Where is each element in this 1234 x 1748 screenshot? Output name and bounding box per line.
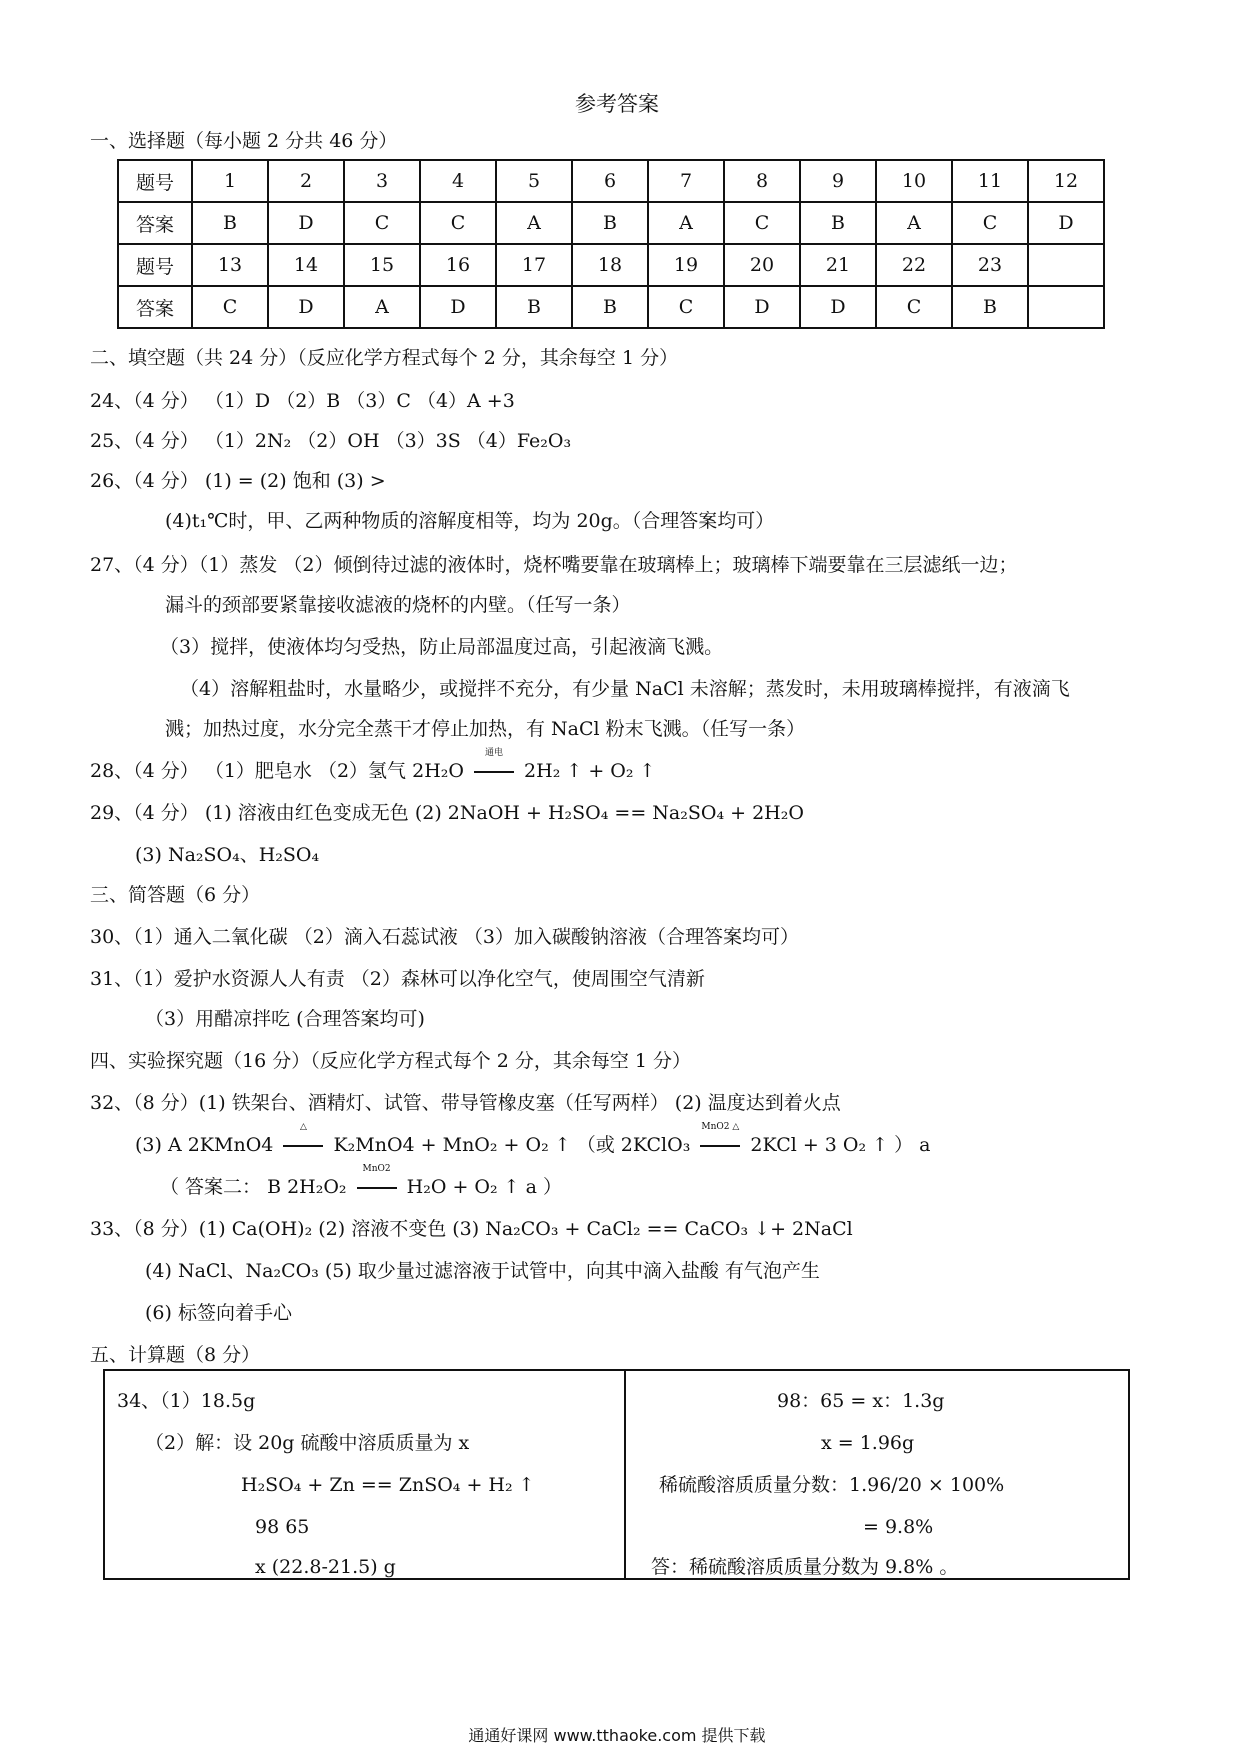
table-cell: D	[268, 202, 344, 244]
table-row	[118, 286, 1104, 328]
reaction-arrow	[700, 1122, 740, 1158]
table-cell: 21	[800, 244, 876, 286]
table-cell: A	[344, 286, 420, 328]
table-cell: 题号	[118, 160, 192, 202]
answer-32-products: 2KCl + 3 O₂ ↑ ） a	[750, 1134, 931, 1156]
table-cell: 16	[420, 244, 496, 286]
reaction-condition: MnO2 △	[701, 1122, 740, 1132]
answer-28-text: 28、（4 分） （1）肥皂水 （2）氢气 2H₂O	[90, 760, 464, 782]
table-cell: C	[724, 202, 800, 244]
answer-27-line5: 溅；加热过度，水分完全蒸干才停止加热，有 NaCl 粉末飞溅。（任写一条）	[165, 718, 806, 740]
column-divider	[624, 1371, 626, 1578]
calc-right-line: 98：65 = x：1.3g	[777, 1390, 945, 1412]
answer-29-line1: 29、（4 分） (1) 溶液由红色变成无色 (2) 2NaOH + H₂SO₄ == Na₂SO₄ + 2H₂O	[90, 802, 804, 824]
calc-left-line: 34、（1）18.5g	[117, 1390, 256, 1412]
table-cell: 13	[192, 244, 268, 286]
table-cell: B	[952, 286, 1028, 328]
table-cell: 9	[800, 160, 876, 202]
table-cell: 5	[496, 160, 572, 202]
table-cell: 6	[572, 160, 648, 202]
table-cell: 2	[268, 160, 344, 202]
answer-33-line2: (4) NaCl、Na₂CO₃ (5) 取少量过滤溶液于试管中，向其中滴入盐酸 有气泡产生	[145, 1260, 820, 1282]
table-cell	[1028, 244, 1104, 286]
answer-31-line2: （3）用醋凉拌吃 (合理答案均可)	[145, 1008, 425, 1030]
calc-left-line: H₂SO₄ + Zn == ZnSO₄ + H₂ ↑	[241, 1474, 535, 1496]
calc-left-line: 98 65	[255, 1516, 310, 1538]
answer-27-line3: （3）搅拌，使液体均匀受热，防止局部温度过高，引起液滴飞溅。	[160, 636, 724, 658]
table-cell: 7	[648, 160, 724, 202]
table-cell: 19	[648, 244, 724, 286]
table-cell: 17	[496, 244, 572, 286]
table-cell: B	[572, 202, 648, 244]
table-cell: C	[648, 286, 724, 328]
table-cell: A	[648, 202, 724, 244]
answer-28-products: 2H₂ ↑ + O₂ ↑	[524, 760, 656, 782]
table-cell: C	[952, 202, 1028, 244]
answer-27-line1: 27、（4 分）（1）蒸发 （2）倾倒待过滤的液体时，烧杯嘴要靠在玻璃棒上；玻璃棒下端要靠在三层滤纸一边；	[90, 554, 1018, 576]
table-row	[118, 202, 1104, 244]
reaction-arrow	[283, 1122, 323, 1158]
table-cell: B	[496, 286, 572, 328]
answer-26-line2: (4)t₁℃时，甲、乙两种物质的溶解度相等，均为 20g。（合理答案均可）	[165, 510, 775, 532]
answer-26-line1: 26、（4 分） (1) = (2) 饱和 (3) >	[90, 470, 386, 492]
table-cell: D	[800, 286, 876, 328]
table-cell: B	[192, 202, 268, 244]
answer-32-line1: 32、（8 分）(1) 铁架台、酒精灯、试管、带导管橡皮塞（任写两样） (2) 温度达到着火点	[90, 1092, 841, 1114]
table-cell: C	[192, 286, 268, 328]
calculation-box	[103, 1369, 1130, 1580]
table-cell: 12	[1028, 160, 1104, 202]
table-cell: D	[724, 286, 800, 328]
reaction-arrow	[357, 1164, 397, 1200]
table-cell: 题号	[118, 244, 192, 286]
answer-27-line2: 漏斗的颈部要紧靠接收滤液的烧杯的内壁。（任写一条）	[165, 594, 631, 616]
table-cell: A	[496, 202, 572, 244]
answer-33-line3: (6) 标签向着手心	[145, 1302, 292, 1324]
table-cell: D	[1028, 202, 1104, 244]
table-cell: 18	[572, 244, 648, 286]
answer-29-line2: (3) Na₂SO₄、H₂SO₄	[135, 844, 320, 866]
page-title: 参考答案	[575, 92, 659, 116]
table-cell: 1	[192, 160, 268, 202]
table-cell: 答案	[118, 202, 192, 244]
section2-heading: 二、填空题（共 24 分）（反应化学方程式每个 2 分，其余每空 1 分）	[90, 347, 679, 369]
table-cell: B	[800, 202, 876, 244]
reaction-condition: MnO2	[362, 1164, 391, 1174]
table-cell: 20	[724, 244, 800, 286]
section4-heading: 四、实验探究题（16 分）（反应化学方程式每个 2 分，其余每空 1 分）	[90, 1050, 692, 1072]
table-cell: 3	[344, 160, 420, 202]
answer-33-line1: 33、（8 分）(1) Ca(OH)₂ (2) 溶液不变色 (3) Na₂CO₃ + CaCl₂ == CaCO₃ ↓+ 2NaCl	[90, 1218, 853, 1240]
calc-right-line: x = 1.96g	[821, 1432, 915, 1454]
table-cell: D	[268, 286, 344, 328]
reaction-condition: 通电	[484, 748, 503, 758]
answer-32-line2	[135, 1122, 931, 1158]
calc-right-line: = 9.8%	[863, 1516, 934, 1538]
choice-answer-table	[117, 159, 1105, 329]
section1-heading: 一、选择题（每小题 2 分共 46 分）	[90, 130, 398, 152]
calc-right-line: 答：稀硫酸溶质质量分数为 9.8% 。	[651, 1556, 959, 1578]
answer-32-reactant: (3) A 2KMnO4	[135, 1134, 274, 1156]
table-cell: C	[420, 202, 496, 244]
answer-30: 30、（1）通入二氧化碳 （2）滴入石蕊试液 （3）加入碳酸钠溶液（合理答案均可）	[90, 926, 800, 948]
table-cell: 8	[724, 160, 800, 202]
answer-24: 24、（4 分） （1）D （2）B （3）C （4）A +3	[90, 390, 515, 412]
table-cell: 10	[876, 160, 952, 202]
table-cell: 15	[344, 244, 420, 286]
table-cell: 22	[876, 244, 952, 286]
table-cell: D	[420, 286, 496, 328]
answer-28	[90, 748, 656, 784]
answer-27-line4: （4）溶解粗盐时，水量略少，或搅拌不充分，有少量 NaCl 未溶解；蒸发时，未用玻璃棒搅拌，有液滴飞	[180, 678, 1070, 700]
table-row	[118, 244, 1104, 286]
table-cell: 14	[268, 244, 344, 286]
table-cell: 4	[420, 160, 496, 202]
calc-left-line: （2）解：设 20g 硫酸中溶质质量为 x	[145, 1432, 470, 1454]
table-cell: 11	[952, 160, 1028, 202]
footer-credit: 通通好课网 www.tthaoke.com 提供下载	[468, 1726, 766, 1745]
calc-right-line: 稀硫酸溶质质量分数：1.96/20 × 100%	[659, 1474, 1005, 1496]
answer-32-alt-products: H₂O + O₂ ↑ a ）	[406, 1176, 562, 1198]
calc-left-line: x (22.8-21.5) g	[255, 1556, 396, 1578]
table-cell: C	[344, 202, 420, 244]
reaction-condition: △	[299, 1122, 307, 1132]
table-cell: 答案	[118, 286, 192, 328]
table-cell: C	[876, 286, 952, 328]
table-row	[118, 160, 1104, 202]
section5-heading: 五、计算题（8 分）	[90, 1344, 261, 1366]
answer-25: 25、（4 分） （1）2N₂ （2）OH （3）3S （4）Fe₂O₃	[90, 430, 572, 452]
answer-32-line3	[160, 1164, 562, 1200]
table-cell: 23	[952, 244, 1028, 286]
table-cell: A	[876, 202, 952, 244]
table-cell	[1028, 286, 1104, 328]
answer-32-alt-reactant: （ 答案二： B 2H₂O₂	[160, 1176, 347, 1198]
reaction-arrow	[474, 748, 514, 784]
table-cell: B	[572, 286, 648, 328]
answer-32-middle: K₂MnO4 + MnO₂ + O₂ ↑ （或 2KClO₃	[333, 1134, 691, 1156]
section3-heading: 三、简答题（6 分）	[90, 884, 261, 906]
answer-31-line1: 31、（1）爱护水资源人人有责 （2）森林可以净化空气，使周围空气清新	[90, 968, 705, 990]
